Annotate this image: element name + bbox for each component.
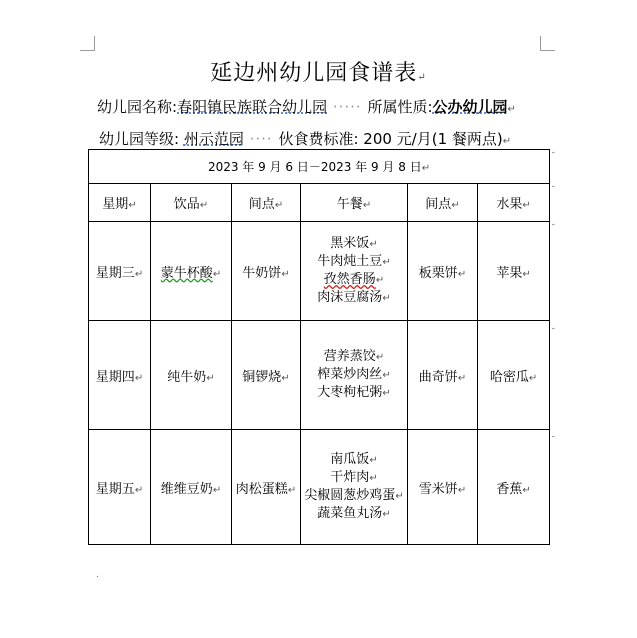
snack1-value: 肉松蛋糕	[235, 481, 288, 497]
lunch-item: 干炸肉↵	[330, 470, 378, 485]
lunch-item: 牛肉炖土豆↵	[317, 254, 391, 269]
fruit-cell[interactable]	[478, 222, 550, 321]
header-drink: 饮品	[173, 197, 200, 212]
drink-cell[interactable]	[151, 321, 232, 430]
row-end-mark: ˘	[551, 152, 556, 162]
day-cell[interactable]	[89, 321, 151, 430]
document-title[interactable]	[0, 56, 637, 87]
info-line-grade[interactable]	[99, 128, 511, 149]
snack1-cell[interactable]	[232, 321, 301, 430]
paragraph-mark: ↵	[134, 268, 144, 280]
lunch-item: 大枣枸杞粥↵	[317, 385, 391, 400]
day-label: 星期四	[95, 369, 135, 385]
header-snack-2: 间点	[425, 197, 452, 212]
lunch-item: 肉沫豆腐汤↵	[317, 290, 391, 305]
lunch-item: 孜然香肠↵	[323, 272, 385, 287]
header-snack-1: 间点	[248, 197, 275, 212]
lunch-cell[interactable]	[301, 222, 408, 321]
paragraph-mark: ↵	[522, 484, 531, 496]
header-lunch: 午餐	[336, 197, 363, 212]
fee-value: 200 元/月(1 餐两点)	[363, 130, 503, 148]
lunch-item: 南瓜饭↵	[330, 452, 378, 467]
table-row	[89, 430, 550, 545]
row-end-mark: ˘	[551, 224, 556, 234]
info-line-kindergarten[interactable]	[97, 96, 516, 117]
paragraph-mark: ↵	[528, 372, 538, 384]
fruit-cell[interactable]	[478, 321, 550, 430]
grade-value: 州示范园	[183, 130, 244, 148]
title-text: 延边州幼儿园食谱表	[210, 61, 418, 86]
lunch-item: 黑米饭↵	[330, 236, 378, 251]
snack2-value: 雪米饼	[418, 481, 458, 497]
tab-dots: ·····	[327, 98, 368, 116]
paragraph-mark: ↵	[457, 268, 467, 280]
paragraph-mark: ↵	[281, 268, 290, 280]
snack1-value: 牛奶饼	[242, 265, 282, 281]
drink-value: 纯牛奶	[167, 369, 207, 385]
table-row	[89, 222, 550, 321]
nature-value: 公办幼儿园	[432, 98, 508, 116]
header-cell[interactable]	[301, 184, 408, 222]
page-corner-mark-top-left	[80, 36, 95, 51]
paragraph-mark: ↵	[199, 200, 209, 211]
day-label: 星期三	[95, 265, 135, 281]
header-weekday: 星期	[102, 197, 129, 212]
fruit-value: 香蕉	[496, 481, 523, 497]
date-range: 2023 年 9 月 6 日－2023 年 9 月 8 日	[207, 160, 422, 174]
paragraph-mark: ↵	[502, 136, 512, 147]
fruit-value: 苹果	[496, 265, 523, 281]
paragraph-mark: ↵	[128, 200, 137, 211]
paragraph-mark: ↵	[457, 372, 467, 384]
paragraph-mark: ↵	[134, 484, 144, 496]
snack2-cell[interactable]	[408, 430, 478, 545]
lunch-item: 蔬菜鱼丸汤↵	[317, 506, 391, 521]
paragraph-mark: ↵	[206, 372, 215, 384]
snack1-cell[interactable]	[232, 222, 301, 321]
snack2-value: 板栗饼	[418, 265, 458, 281]
paragraph-mark: ↵	[287, 484, 297, 496]
row-end-mark: ˘	[551, 328, 556, 338]
snack2-cell[interactable]	[408, 222, 478, 321]
header-row	[89, 184, 550, 222]
paragraph-mark: ↵	[421, 163, 431, 174]
lunch-cell[interactable]	[301, 321, 408, 430]
snack1-value: 铜锣烧	[242, 369, 282, 385]
snack2-value: 曲奇饼	[418, 369, 458, 385]
fee-label: 伙食费标准:	[278, 130, 364, 148]
lunch-cell[interactable]	[301, 430, 408, 545]
name-value: 春阳镇民族联合幼儿园	[177, 98, 328, 116]
drink-cell[interactable]	[151, 222, 232, 321]
header-fruit: 水果	[496, 197, 523, 212]
fruit-value: 哈密瓜	[489, 369, 529, 385]
tab-dots: ····	[243, 130, 279, 148]
date-range-cell[interactable]	[89, 150, 550, 184]
name-label: 幼儿园名称:	[97, 98, 178, 116]
lunch-item: 榨菜炒肉丝↵	[317, 367, 391, 382]
lunch-item: 尖椒圆葱炒鸡蛋↵	[304, 488, 404, 503]
paragraph-mark: ↵	[457, 484, 467, 496]
drink-cell[interactable]	[151, 430, 232, 545]
date-row	[89, 150, 550, 184]
snack1-cell[interactable]	[232, 430, 301, 545]
table-row	[89, 321, 550, 430]
header-cell[interactable]	[89, 184, 151, 222]
header-cell[interactable]	[478, 184, 550, 222]
day-cell[interactable]	[89, 430, 151, 545]
paragraph-mark: ↵	[417, 72, 427, 83]
end-paragraph-mark: .	[96, 570, 99, 580]
day-label: 星期五	[95, 481, 135, 497]
paragraph-mark: ↵	[134, 372, 144, 384]
paragraph-mark: ↵	[362, 200, 372, 211]
fruit-cell[interactable]	[478, 430, 550, 545]
page-corner-mark-top-right	[540, 36, 555, 51]
header-cell[interactable]	[408, 184, 478, 222]
grade-label: 幼儿园等级:	[99, 130, 184, 148]
paragraph-mark: ↵	[507, 104, 516, 115]
menu-table	[88, 149, 550, 545]
paragraph-mark: ↵	[522, 268, 531, 280]
paragraph-mark: ↵	[212, 484, 222, 496]
lunch-item: 营养蒸饺↵	[323, 349, 385, 364]
snack2-cell[interactable]	[408, 321, 478, 430]
paragraph-mark: ↵	[281, 372, 290, 384]
paragraph-mark: ↵	[522, 200, 531, 211]
row-end-mark: ˘	[551, 186, 556, 196]
header-cell[interactable]	[232, 184, 301, 222]
paragraph-mark: ↵	[274, 200, 284, 211]
drink-value: 维维豆奶	[160, 481, 213, 497]
day-cell[interactable]	[89, 222, 151, 321]
paragraph-mark: ↵	[212, 268, 222, 280]
header-cell[interactable]	[151, 184, 232, 222]
drink-value: 蒙牛杯酸	[160, 265, 213, 281]
nature-label: 所属性质:	[367, 98, 433, 116]
row-end-mark: ˘	[551, 436, 556, 446]
paragraph-mark: ↵	[451, 200, 460, 211]
